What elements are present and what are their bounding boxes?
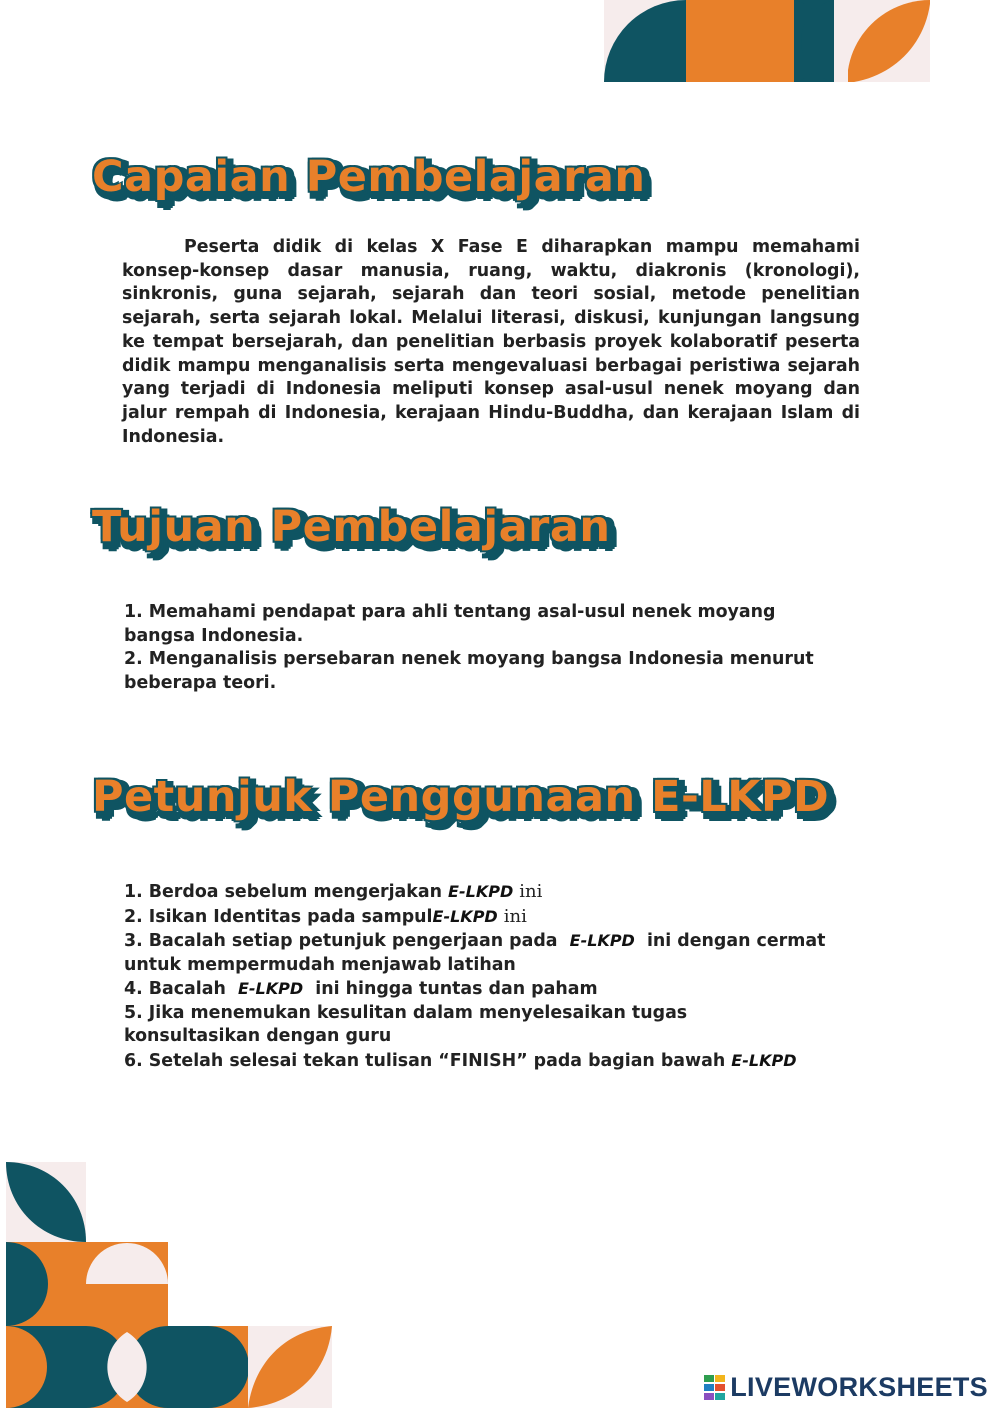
list-item: beberapa teori. [124, 672, 277, 693]
liveworksheets-icon [704, 1375, 726, 1401]
list-item: bangsa Indonesia. [124, 625, 304, 646]
list-item: konsultasikan dengan guru [124, 1026, 392, 1046]
tujuan-title: Tujuan Pembelajaran [92, 502, 611, 552]
list-item: 6. Setelah selesai tekan tulisan “FINISH” pada bagian bawah E-LKPD [124, 1050, 797, 1071]
list-item: 2. Isikan Identitas pada sampulE-LKPD ini [124, 905, 527, 927]
tujuan-list [124, 601, 814, 695]
list-item: 1. Berdoa sebelum mengerjakan E-LKPD ini [124, 881, 543, 902]
brand-text: LIVEWORKSHEETS [730, 1372, 988, 1402]
capaian-body: Peserta didik di kelas X Fase E diharapkan mampu memahami konsep-konsep dasar manusia, ruang, waktu, diakronis (kronologi), sinkronis, guna sejarah, sejarah dan teori sosial, metode penelitian sejarah, serta sejarah lokal. Melalui literasi, diskusi, kunjungan langsung ke tempat bersejarah, dan penelitian berbasis proyek kolaboratif peserta didik mampu menganalisis serta mengevaluasi berbagai peristiwa sejarah yang terjadi di Indonesia meliputi konsep asal-usul nenek moyang dan jalur rempah di Indonesia, kerajaan Hindu-Buddha, dan kerajaan Islam di Indonesia. [122, 237, 860, 447]
list-item: 2. Menganalisis persebaran nenek moyang bangsa Indonesia menurut [124, 649, 814, 669]
capaian-paragraph [122, 236, 860, 449]
list-item: 1. Memahami pendapat para ahli tentang asal-usul nenek moyang [124, 602, 776, 622]
bottom-decoration [6, 1162, 332, 1408]
list-item: 3. Bacalah setiap petunjuk pengerjaan pada E-LKPD ini dengan cermat [124, 931, 826, 951]
top-decoration [604, 0, 930, 82]
list-item: untuk mempermudah menjawab latihan [124, 954, 516, 975]
petunjuk-title: Petunjuk Penggunaan E-LKPD [92, 772, 830, 822]
petunjuk-list [124, 880, 825, 1073]
list-item: 4. Bacalah E-LKPD ini hingga tuntas dan paham [124, 979, 598, 999]
capaian-title: Capaian Pembelajaran [92, 152, 646, 202]
list-item: 5. Jika menemukan kesulitan dalam menyelesaikan tugas [124, 1002, 688, 1023]
liveworksheets-logo [704, 1372, 988, 1403]
